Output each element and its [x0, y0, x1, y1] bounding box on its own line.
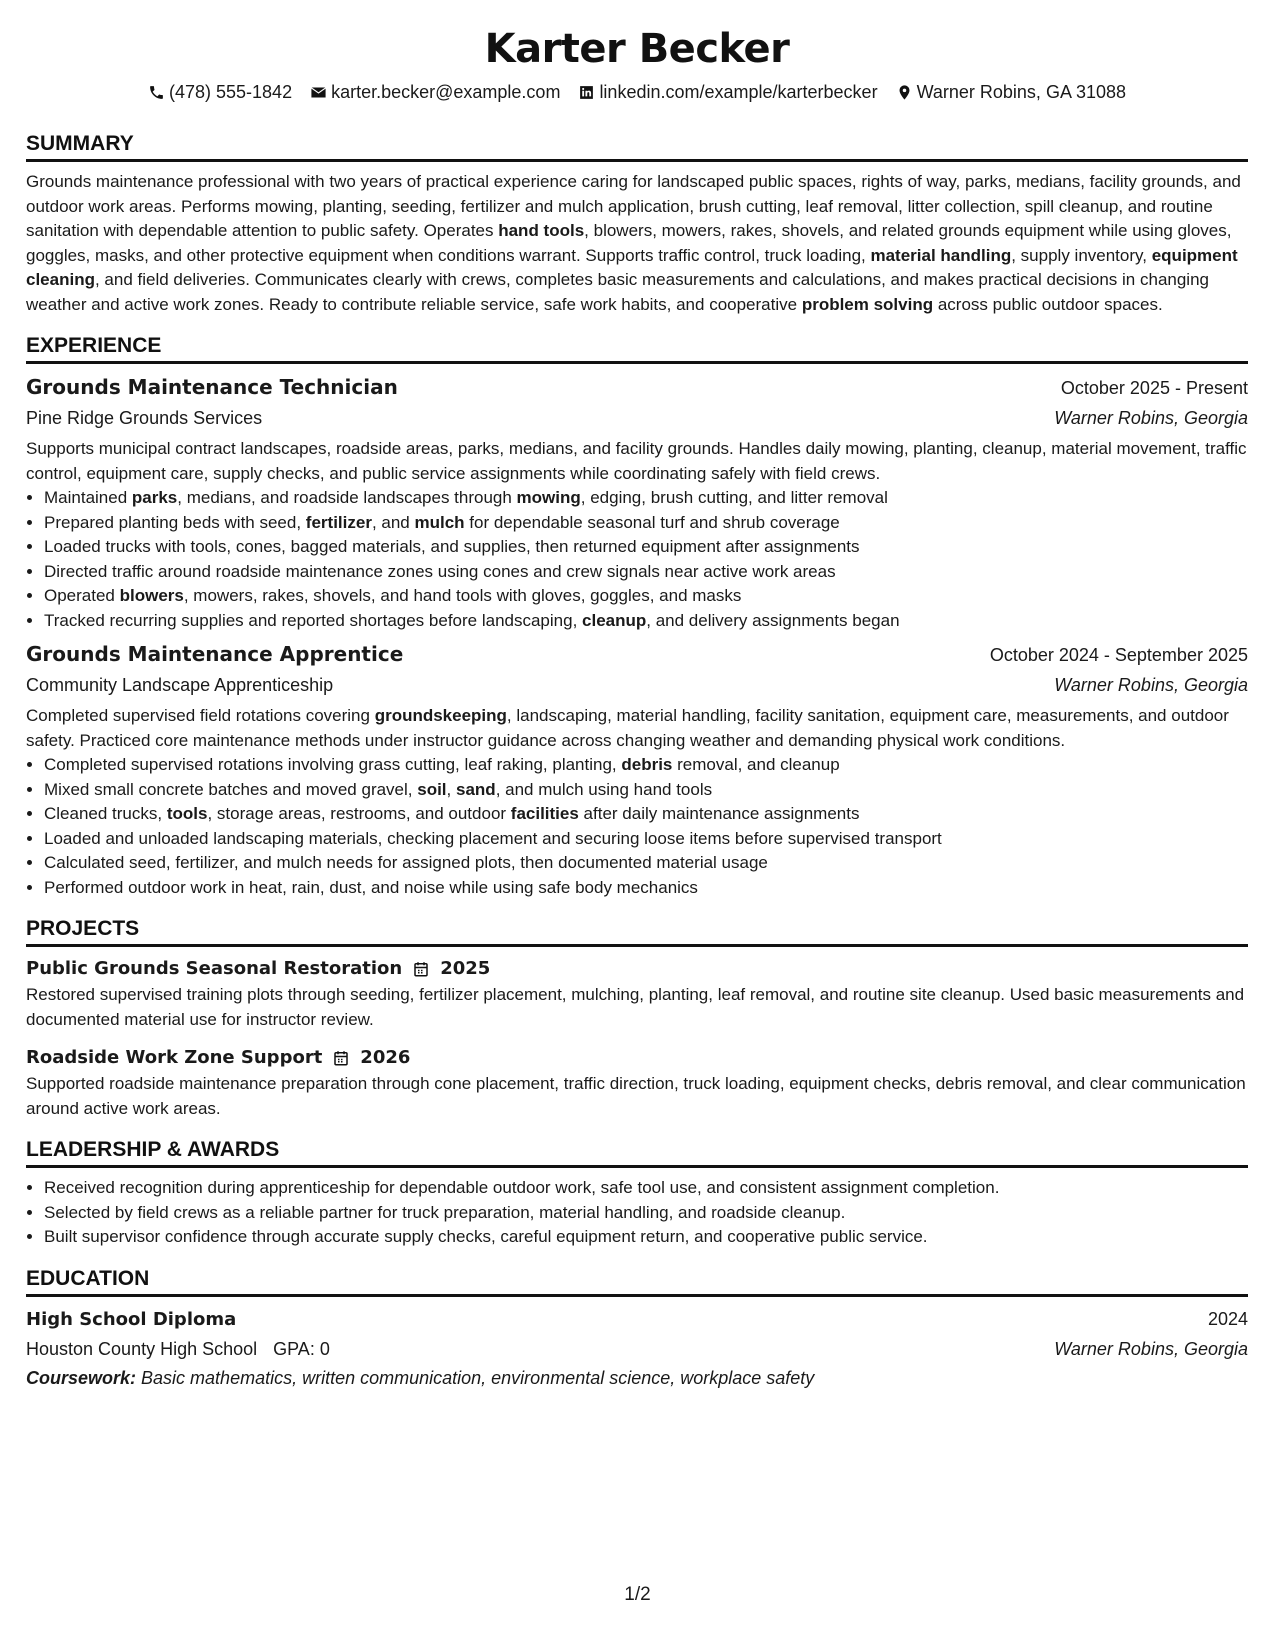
section-title-summary: SUMMARY: [26, 131, 1248, 162]
list-item: • Performed outdoor work in heat, rain, dust, and noise while using safe body mechanics: [44, 876, 1248, 901]
project-entry: [26, 955, 1248, 1032]
contact-linkedin[interactable]: [578, 79, 877, 105]
contact-location: [896, 79, 1126, 105]
summary-text: Grounds maintenance professional with two years of practical experience caring for landscaped public spaces, rights of way, parks, medians, facility grounds, and outdoor work areas. Performs mowing, planting, seeding, fertilizer and mulch application, brush cutting, leaf removal, litter collection, spill cleanup, and routine sanitation with dependable attention to public safety. Operates hand tools, blowers, mowers, rakes, shovels, and related grounds equipment while using gloves, goggles, masks, and other protective equipment when conditions warrant. Supports traffic control, truck loading, material handling, supply inventory, equipment cleaning, and field deliveries. Communicates clearly with crews, completes basic measurements and calculations, and makes practical decisions in changing weather and active work zones. Ready to contribute reliable service, safe work habits, and cooperative problem solving across public outdoor spaces.: [26, 172, 1241, 314]
candidate-name: Karter Becker: [484, 26, 790, 72]
job-bullets: [26, 753, 1248, 900]
section-title-leadership: LEADERSHIP & AWARDS: [26, 1137, 1248, 1168]
list-item: • Received recognition during apprenticeship for dependable outdoor work, safe tool use, and consistent assignment completion.: [44, 1176, 1248, 1201]
job-bullets: [26, 486, 1248, 633]
email-link[interactable]: karter.becker@example.com: [331, 82, 561, 102]
school-line: [26, 1335, 330, 1364]
list-item: • Prepared planting beds with seed, fertilizer, and mulch for dependable seasonal turf and shrub coverage: [44, 511, 1248, 536]
job-title: Grounds Maintenance Apprentice: [26, 642, 404, 666]
project-name: Roadside Work Zone Support: [26, 1047, 323, 1068]
job-entry: [26, 639, 1248, 900]
job-company: Pine Ridge Grounds Services: [26, 408, 263, 428]
degree: High School Diploma: [26, 1308, 237, 1330]
job-location: Warner Robins, Georgia: [1054, 675, 1248, 695]
project-name: Public Grounds Seasonal Restoration: [26, 958, 403, 979]
contact-bar: [26, 79, 1248, 105]
contact-phone: [148, 79, 292, 105]
job-date: October 2024 - September 2025: [989, 645, 1248, 665]
list-item: • Built supervisor confidence through accurate supply checks, careful equipment return, and cooperative public service.: [44, 1225, 1248, 1250]
gpa: GPA: 0: [273, 1338, 330, 1359]
list-item: • Calculated seed, fertilizer, and mulch needs for assigned plots, then documented material usage: [44, 851, 1248, 876]
list-item: • Maintained parks, medians, and roadside landscapes through mowing, edging, brush cutting, and litter removal: [44, 486, 1248, 511]
linkedin-icon: [578, 84, 595, 101]
leadership-list: [26, 1176, 1248, 1250]
envelope-icon: [310, 84, 327, 101]
list-item: • Directed traffic around roadside maintenance zones using cones and crew signals near active work areas: [44, 560, 1248, 585]
project-description: Restored supervised training plots through seeding, fertilizer placement, mulching, planting, leaf removal, and routine site cleanup. Used basic measurements and documented material use for instructor review.: [26, 985, 1245, 1029]
phone-text: (478) 555-1842: [168, 82, 293, 102]
coursework-label: Coursework:: [26, 1367, 137, 1388]
projects-section: [26, 916, 1248, 1121]
job-date: October 2025 - Present: [1060, 378, 1248, 398]
list-item: • Tracked recurring supplies and reported shortages before landscaping, cleanup, and delivery assignments began: [44, 609, 1248, 634]
school-name: Houston County High School: [26, 1338, 258, 1359]
location-text: Warner Robins, GA 31088: [916, 82, 1127, 102]
list-item: • Selected by field crews as a reliable partner for truck preparation, material handling, and roadside cleanup.: [44, 1201, 1248, 1226]
section-title-experience: EXPERIENCE: [26, 333, 1248, 364]
list-item: • Completed supervised rotations involving grass cutting, leaf raking, planting, debris removal, and cleanup: [44, 753, 1248, 778]
project-year: 2025: [440, 958, 491, 979]
project-description: Supported roadside maintenance preparation through cone placement, traffic direction, truck loading, equipment checks, debris removal, and clear communication around active work areas.: [26, 1074, 1246, 1118]
contact-email[interactable]: [310, 79, 560, 105]
linkedin-link[interactable]: linkedin.com/example/karterbecker: [599, 82, 878, 102]
list-item: • Cleaned trucks, tools, storage areas, restrooms, and outdoor facilities after daily maintenance assignments: [44, 802, 1248, 827]
job-company: Community Landscape Apprenticeship: [26, 675, 334, 695]
section-title-education: EDUCATION: [26, 1266, 1248, 1297]
education-section: [26, 1266, 1248, 1393]
experience-section: [26, 333, 1248, 900]
section-title-projects: PROJECTS: [26, 916, 1248, 947]
school-location: Warner Robins, Georgia: [1054, 1338, 1248, 1359]
map-marker-icon: [896, 84, 913, 101]
graduation-year: 2024: [1207, 1308, 1248, 1329]
page-number: 1/2: [624, 1584, 651, 1605]
phone-icon: [148, 84, 165, 101]
job-description: Supports municipal contract landscapes, roadside areas, parks, medians, and facility grounds. Handles daily mowing, planting, cleanup, material movement, traffic control, equipment care, supply checks, and public service assignments while coordinating safely with field crews.: [26, 439, 1247, 483]
coursework-text: Basic mathematics, written communication, environmental science, workplace safety: [136, 1367, 815, 1388]
job-location: Warner Robins, Georgia: [1054, 408, 1248, 428]
list-item: • Loaded and unloaded landscaping materials, checking placement and securing loose items before supervised transport: [44, 827, 1248, 852]
calendar-icon: [412, 960, 430, 978]
job-title: Grounds Maintenance Technician: [26, 375, 398, 399]
list-item: • Operated blowers, mowers, rakes, shovels, and hand tools with gloves, goggles, and masks: [44, 584, 1248, 609]
summary-section: [26, 131, 1248, 317]
job-entry: [26, 372, 1248, 633]
project-entry: [26, 1044, 1248, 1121]
calendar-icon: [332, 1049, 350, 1067]
list-item: • Loaded trucks with tools, cones, bagged materials, and supplies, then returned equipment after assignments: [44, 535, 1248, 560]
job-description: Completed supervised field rotations covering groundskeeping, landscaping, material handling, facility sanitation, equipment care, measurements, and outdoor safety. Practiced core maintenance methods under instructor guidance across changing weather and demanding physical work conditions.: [26, 706, 1229, 750]
resume-page: [26, 0, 1248, 1393]
project-year: 2026: [360, 1047, 411, 1068]
coursework: [26, 1364, 1248, 1393]
leadership-section: [26, 1137, 1248, 1250]
list-item: • Mixed small concrete batches and moved gravel, soil, sand, and mulch using hand tools: [44, 778, 1248, 803]
